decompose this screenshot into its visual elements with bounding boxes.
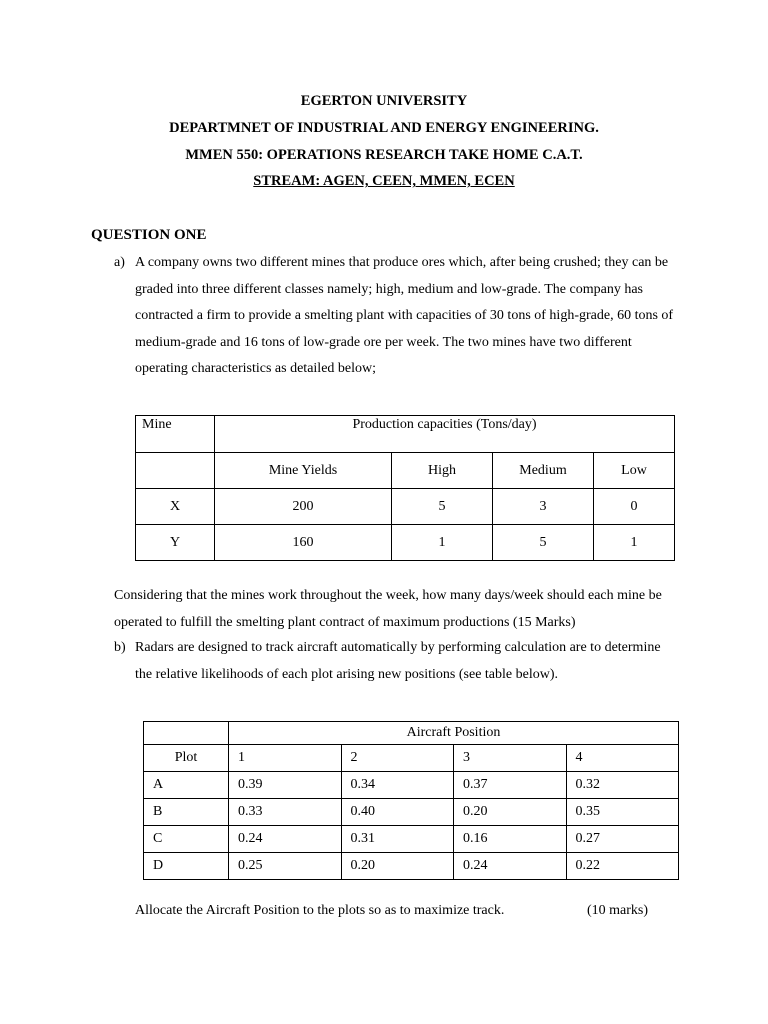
table-cell: 0.20 bbox=[341, 853, 454, 880]
table-cell bbox=[136, 453, 215, 489]
table-cell: 160 bbox=[215, 525, 392, 561]
row-label: D bbox=[144, 853, 229, 880]
row-label: X bbox=[136, 489, 215, 525]
table-cell: 0.33 bbox=[229, 799, 342, 826]
table-cell: 5 bbox=[392, 489, 493, 525]
part-a-question: Considering that the mines work throughout the week, how many days/week should each mine be operated to fulfill the smelting plant contract of maximum productions (15 Marks) bbox=[114, 588, 662, 630]
column-header: 4 bbox=[566, 745, 679, 772]
part-b-text: Radars are designed to track aircraft automatically by performing calculation are to determine the relative likelihoods of each plot arising new positions (see table below). bbox=[135, 640, 661, 682]
table-row bbox=[136, 525, 675, 561]
allocation-marks: (10 marks) bbox=[587, 903, 649, 918]
table-cell: 0.40 bbox=[341, 799, 454, 826]
row-label: C bbox=[144, 826, 229, 853]
aircraft-position-header: Aircraft Position bbox=[229, 722, 679, 745]
table-cell: 0.34 bbox=[341, 772, 454, 799]
production-header: Production capacities (Tons/day) bbox=[215, 416, 675, 453]
table-cell: 0.27 bbox=[566, 826, 679, 853]
plot-header: Plot bbox=[144, 745, 229, 772]
row-label: Y bbox=[136, 525, 215, 561]
column-header: Mine Yields bbox=[215, 453, 392, 489]
university-name: EGERTON UNIVERSITY bbox=[300, 93, 468, 109]
part-b-marker: b) bbox=[114, 640, 126, 655]
table-cell: 0.22 bbox=[566, 853, 679, 880]
table-cell: 0 bbox=[594, 489, 675, 525]
mine-production-table bbox=[135, 415, 675, 561]
table-row bbox=[144, 853, 679, 880]
stream-line: STREAM: AGEN, CEEN, MMEN, ECEN bbox=[253, 173, 515, 189]
column-header: 3 bbox=[454, 745, 567, 772]
table-row bbox=[144, 799, 679, 826]
table-cell: 200 bbox=[215, 489, 392, 525]
column-header: Low bbox=[594, 453, 675, 489]
column-header: 2 bbox=[341, 745, 454, 772]
table-cell: 0.25 bbox=[229, 853, 342, 880]
course-title: MMEN 550: OPERATIONS RESEARCH TAKE HOME C.A.T. bbox=[185, 147, 583, 163]
table-cell: 0.37 bbox=[454, 772, 567, 799]
department-name: DEPARTMNET OF INDUSTRIAL AND ENERGY ENGINEERING. bbox=[169, 120, 599, 136]
column-header: 1 bbox=[229, 745, 342, 772]
table-cell: 0.35 bbox=[566, 799, 679, 826]
question-title: QUESTION ONE bbox=[91, 227, 207, 243]
table-cell: 0.31 bbox=[341, 826, 454, 853]
table-cell: 1 bbox=[594, 525, 675, 561]
table-cell: 0.24 bbox=[454, 853, 567, 880]
table-cell: 0.32 bbox=[566, 772, 679, 799]
table-cell: 0.39 bbox=[229, 772, 342, 799]
part-a-marker: a) bbox=[114, 255, 125, 270]
row-label: A bbox=[144, 772, 229, 799]
table-cell: 1 bbox=[392, 525, 493, 561]
table-row bbox=[144, 772, 679, 799]
table-cell bbox=[144, 722, 229, 745]
column-header: Medium bbox=[493, 453, 594, 489]
table-cell: 3 bbox=[493, 489, 594, 525]
table-cell: 5 bbox=[493, 525, 594, 561]
allocation-text: Allocate the Aircraft Position to the plots so as to maximize track. bbox=[135, 903, 505, 918]
table-cell: 0.20 bbox=[454, 799, 567, 826]
table-row bbox=[136, 489, 675, 525]
aircraft-position-table bbox=[143, 721, 679, 880]
row-label: B bbox=[144, 799, 229, 826]
mine-header: Mine bbox=[136, 416, 215, 453]
table-cell: 0.24 bbox=[229, 826, 342, 853]
part-a-text: A company owns two different mines that produce ores which, after being crushed; they can be graded into three different classes namely; high, medium and low-grade. The company has contracted a firm to provide a smelting plant with capacities of 30 tons of high-grade, 60 tons of medium-grade and 16 tons of low-grade ore per week. The two mines have two different operating characteristics as detailed below; bbox=[135, 255, 674, 376]
table-cell: 0.16 bbox=[454, 826, 567, 853]
table-row bbox=[144, 826, 679, 853]
column-header: High bbox=[392, 453, 493, 489]
